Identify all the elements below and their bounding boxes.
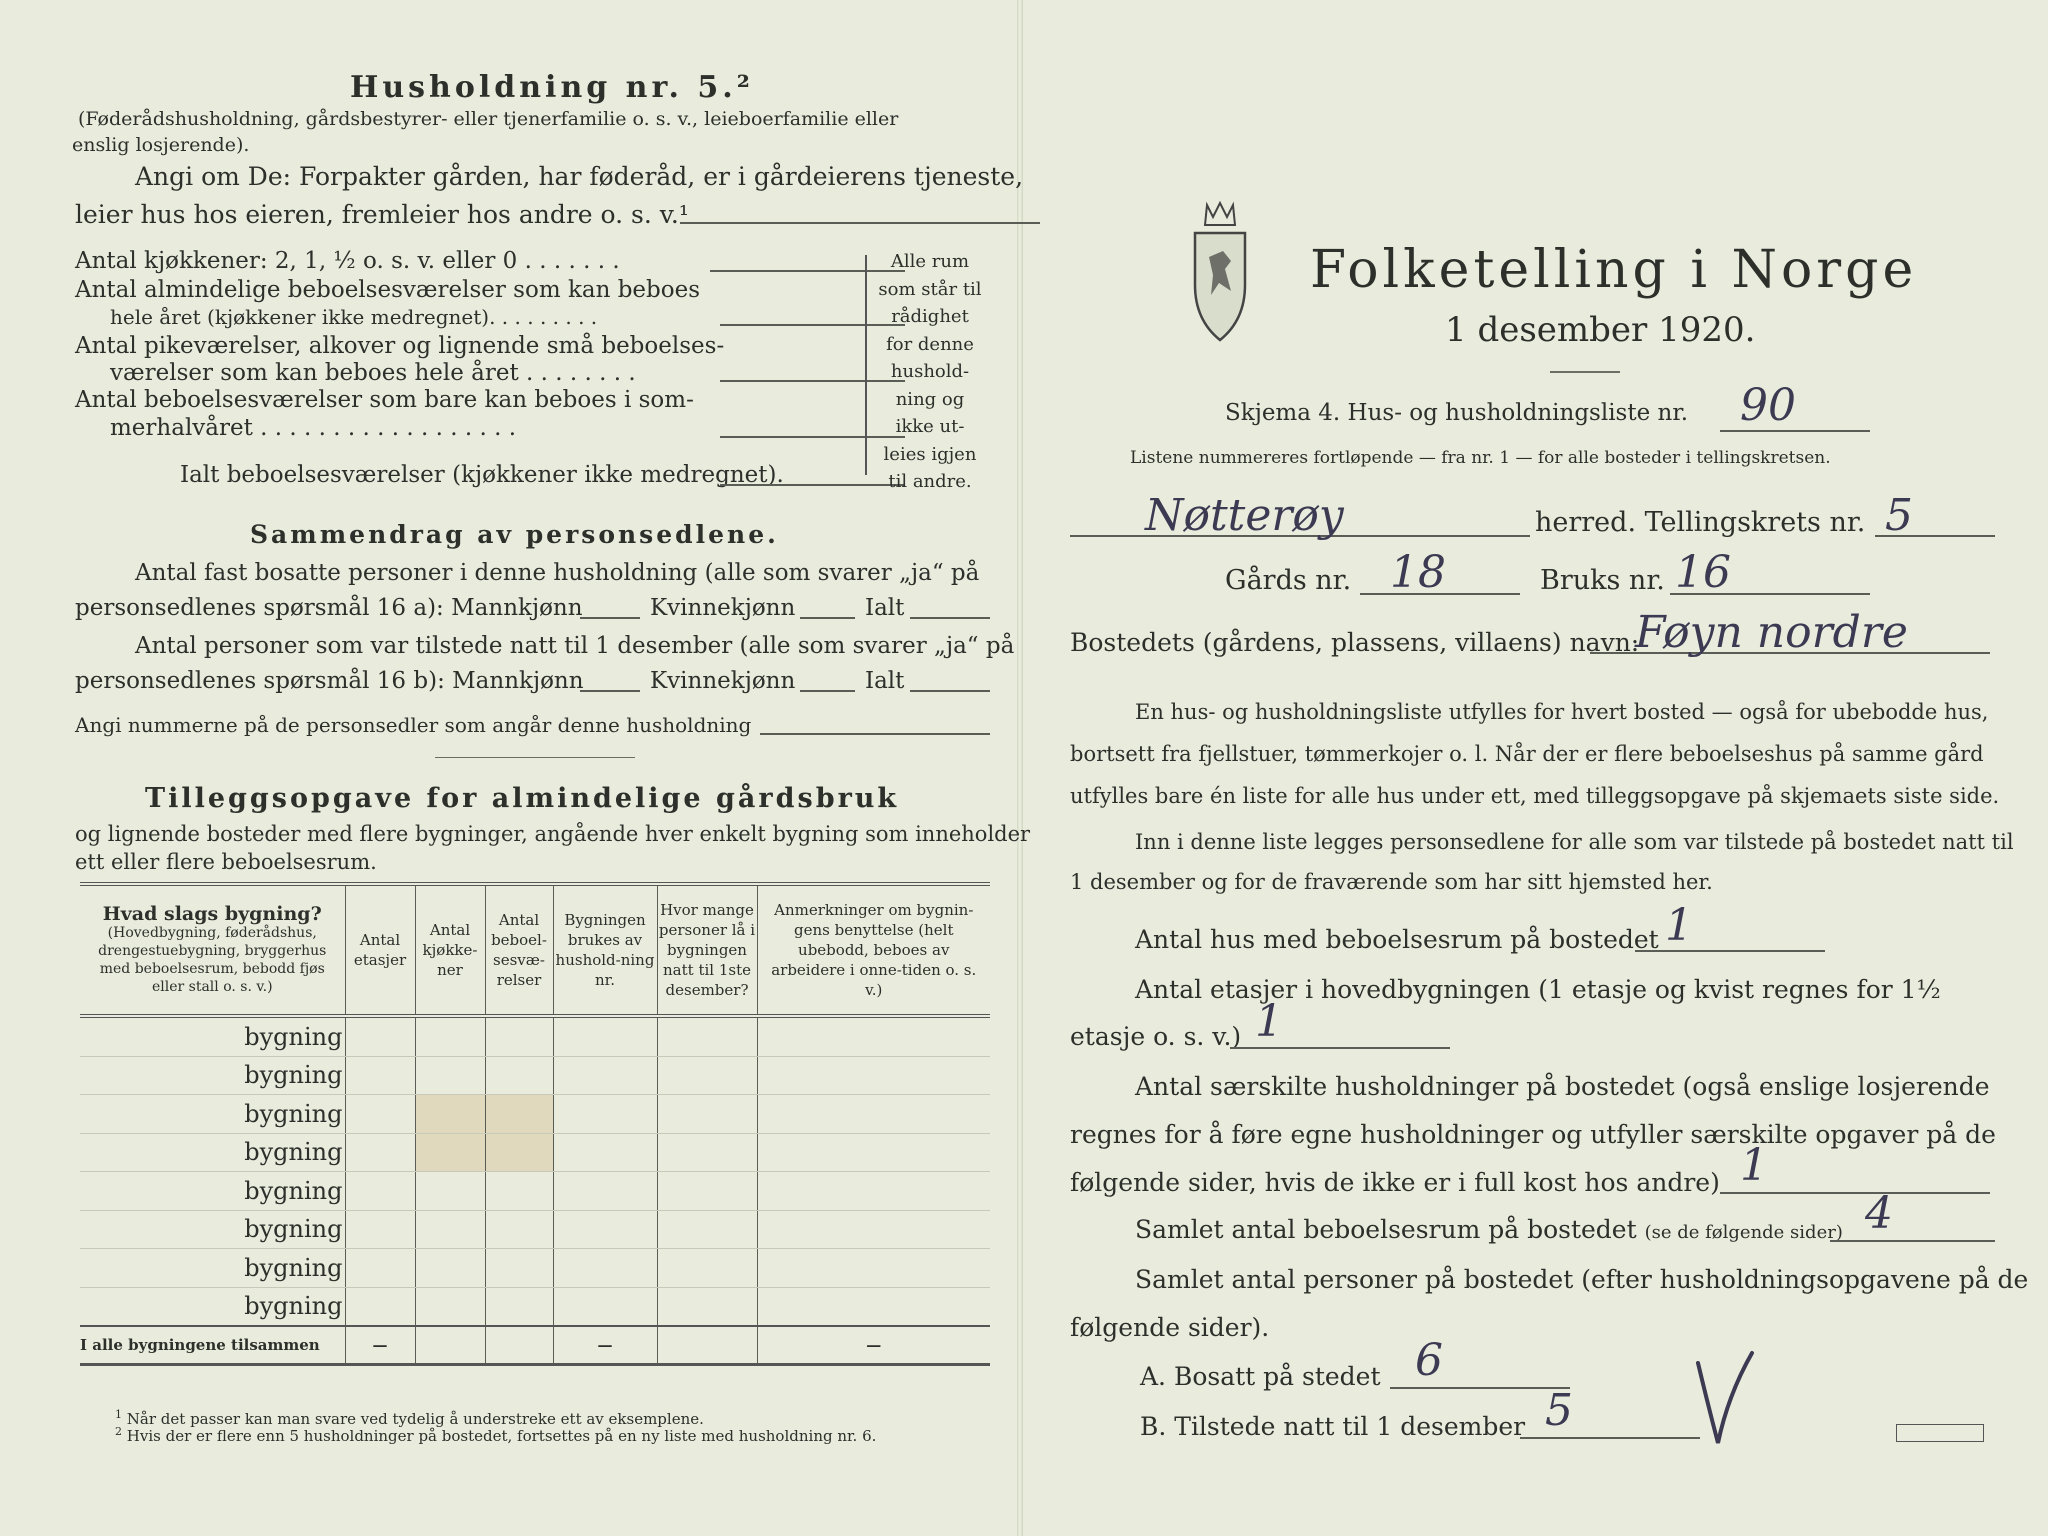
table-row: [80, 1249, 990, 1288]
households-label-1: Antal særskilte husholdninger på bostedet (også enslige losjerende: [1135, 1072, 1990, 1101]
rooms-ordinary-label: Antal almindelige beboelsesværelser som kan beboes: [75, 277, 701, 303]
cell-used-by[interactable]: [553, 1056, 657, 1095]
summary-resident-2: personsedlenes spørsmål 16 a): Mannkjønn: [75, 595, 583, 621]
side-note-line: ikke ut-: [895, 416, 965, 437]
bruks-value: 16: [1675, 547, 1731, 598]
total-remarks-dash: —: [757, 1326, 990, 1365]
cell-used-by[interactable]: [553, 1095, 657, 1134]
cell-rooms[interactable]: [485, 1056, 553, 1095]
form-date: 1 desember 1920.: [1445, 310, 1756, 350]
cell-persons[interactable]: [657, 1016, 757, 1056]
building-label: bygning: [80, 1249, 345, 1288]
cell-used-by[interactable]: [553, 1172, 657, 1211]
rooms-small-label-2: værelser som kan beboes hele året . . . . . . . .: [110, 360, 636, 386]
rooms-summer-label-2: merhalvåret . . . . . . . . . . . . . . . . . .: [110, 415, 517, 441]
cell-used-by[interactable]: [553, 1287, 657, 1326]
table-row: [80, 1095, 990, 1134]
instruction-1: En hus- og husholdningsliste utfylles for hvert bosted — også for ubebodde hus,: [1135, 700, 1989, 724]
cell-rooms[interactable]: [485, 1016, 553, 1056]
households-line[interactable]: [1720, 1192, 1990, 1194]
cell-remarks[interactable]: [757, 1095, 990, 1134]
rooms-total-value: 4: [1865, 1188, 1893, 1239]
question-tenure-2: leier hus hos eieren, fremleier hos andre o. s. v.¹: [75, 200, 689, 229]
table-header-row: [80, 884, 990, 1016]
form-title: Folketelling i Norge: [1310, 240, 1918, 300]
person-numbers-label: Angi nummerne på de personsedler som angår denne husholdning: [75, 713, 752, 737]
resident-label: A. Bosatt på stedet: [1140, 1362, 1381, 1391]
resident-value: 6: [1415, 1335, 1443, 1386]
table-total-row: [80, 1326, 990, 1365]
table-row: [80, 1210, 990, 1249]
cell-floors[interactable]: [345, 1249, 415, 1288]
header-building-type-title: Hvad slags bygning?: [102, 903, 322, 925]
rooms-summer-label: Antal beboelsesværelser som bare kan beboes i som-: [75, 387, 694, 413]
table-row: [80, 1056, 990, 1095]
present-value: 5: [1545, 1385, 1573, 1436]
title-divider: [1550, 371, 1620, 373]
resident-total-line[interactable]: [910, 617, 990, 619]
building-label: bygning: [80, 1016, 345, 1056]
header-building-type: [80, 884, 345, 1016]
side-note-line: hushold-: [890, 361, 970, 382]
footnote-2-text: Hvis der er flere enn 5 husholdninger på bostedet, fortsettes på en ny liste med husholdning nr. 6.: [126, 1427, 877, 1445]
cell-persons[interactable]: [657, 1249, 757, 1288]
summary-present-2: personsedlenes spørsmål 16 b): Mannkjønn: [75, 668, 584, 694]
header-building-type-sub: (Hovedbygning, føderådshus, drengestuebygning, bryggerhus med beboelsesrum, bebodd fjøs eller stall o. s. v.): [98, 925, 327, 995]
houses-label: Antal hus med beboelsesrum på bostedet: [1135, 925, 1659, 954]
gards-value: 18: [1390, 547, 1446, 598]
cell-kitchens[interactable]: [415, 1095, 485, 1134]
summary-resident-1: Antal fast bosatte personer i denne husholdning (alle som svarer „ja“ på: [135, 560, 980, 586]
cell-used-by[interactable]: [553, 1249, 657, 1288]
building-label: bygning: [80, 1056, 345, 1095]
tenure-answer-line[interactable]: [680, 222, 1040, 224]
side-note-line: til andre.: [888, 471, 972, 492]
footnote-2: $^2$ Hvis der er flere enn 5 husholdninger på bostedet, fortsettes på en ny liste med husholdning nr. 6.: [115, 1425, 877, 1445]
cell-rooms[interactable]: [485, 1210, 553, 1249]
table-row: [80, 1133, 990, 1172]
cell-remarks[interactable]: [757, 1016, 990, 1056]
herred-value: Nøtterøy: [1145, 490, 1344, 541]
side-note-line: Alle rum: [890, 251, 970, 272]
total-rooms-label: Ialt beboelsesværelser (kjøkkener ikke medregnet).: [180, 462, 784, 488]
header-persons: Hvor mange personer lå i bygningen natt til 1ste desember?: [657, 884, 757, 1016]
side-note: [870, 248, 990, 496]
summary-present-1: Antal personer som var tilstede natt til 1 desember (alle som svarer „ja“ på: [135, 633, 1015, 659]
rooms-total-label: [1135, 1215, 1843, 1244]
cell-kitchens[interactable]: [415, 1016, 485, 1056]
resident-female-label: Kvinnekjønn: [650, 595, 796, 621]
cell-rooms[interactable]: [485, 1133, 553, 1172]
floors-label-2: etasje o. s. v.): [1070, 1022, 1242, 1051]
rooms-total-text: Samlet antal beboelsesrum på bostedet: [1135, 1215, 1637, 1244]
cell-persons[interactable]: [657, 1056, 757, 1095]
schema-label: Skjema 4. Hus- og husholdningsliste nr.: [1225, 400, 1689, 426]
household-heading: Husholdning nr. 5.²: [350, 70, 754, 105]
cell-used-by[interactable]: [553, 1016, 657, 1056]
buildings-table: [80, 882, 990, 1366]
cell-floors[interactable]: [345, 1016, 415, 1056]
side-note-line: som står til: [878, 278, 982, 300]
header-kitchens: Antal kjøkke-ner: [415, 884, 485, 1016]
households-label-2: regnes for å føre egne husholdninger og utfyller særskilte opgaver på de: [1070, 1120, 1996, 1149]
present-total-label: Ialt: [865, 668, 905, 694]
norway-coat-of-arms-icon: [1185, 195, 1255, 345]
cell-rooms[interactable]: [485, 1172, 553, 1211]
persons-label-2: følgende sider).: [1070, 1313, 1270, 1342]
persons-label-1: Samlet antal personer på bostedet (efter husholdningsopgavene på de: [1135, 1265, 2029, 1294]
cell-kitchens[interactable]: [415, 1287, 485, 1326]
cell-persons[interactable]: [657, 1133, 757, 1172]
resident-female-line[interactable]: [800, 617, 855, 619]
cell-persons[interactable]: [657, 1172, 757, 1211]
cell-remarks[interactable]: [757, 1056, 990, 1095]
side-note-line: for denne: [886, 333, 974, 355]
total-used-by-dash: —: [553, 1326, 657, 1365]
cell-remarks[interactable]: [757, 1249, 990, 1288]
households-label-3: følgende sider, hvis de ikke er i full kost hos andre): [1070, 1168, 1720, 1197]
header-floors: Antal etasjer: [345, 884, 415, 1016]
total-row-label: I alle bygningene tilsammen: [80, 1326, 345, 1365]
footnote-1-text: Når det passer kan man svare ved tydelig å understreke ett av eksemplene.: [126, 1410, 704, 1428]
kitchens-label: Antal kjøkkener: 2, 1, ½ o. s. v. eller 0 . . . . . . .: [75, 248, 620, 274]
cell-kitchens[interactable]: [415, 1133, 485, 1172]
cell-rooms[interactable]: [485, 1287, 553, 1326]
building-label: bygning: [80, 1287, 345, 1326]
page-fold: [1017, 0, 1023, 1536]
households-value: 1: [1740, 1140, 1768, 1191]
cell-remarks[interactable]: [757, 1287, 990, 1326]
resident-line[interactable]: [1390, 1387, 1570, 1389]
resident-male-line[interactable]: [580, 617, 640, 619]
rooms-ordinary-label-2: hele året (kjøkkener ikke medregnet). . . . . . . . .: [110, 305, 598, 329]
person-numbers-line[interactable]: [760, 733, 990, 735]
bosted-label: Bostedets (gårdens, plassens, villaens) navn:: [1070, 628, 1640, 657]
floors-label-1: Antal etasjer i hovedbygningen (1 etasje og kvist regnes for 1½: [1135, 975, 1941, 1004]
total-floors-dash: —: [345, 1326, 415, 1365]
bruks-label: Bruks nr.: [1540, 565, 1665, 596]
table-row: [80, 1016, 990, 1056]
building-label: bygning: [80, 1210, 345, 1249]
left-page: [60, 0, 1031, 1536]
cell-remarks[interactable]: [757, 1210, 990, 1249]
intro-note: (Føderådshusholdning, gårdsbestyrer- eller tjenerfamilie o. s. v., leieboerfamilie eller: [78, 108, 899, 130]
printer-stamp: [1896, 1424, 1984, 1442]
question-tenure-1: Angi om De: Forpakter gården, har føderåd, er i gårdeierens tjeneste,: [135, 162, 1024, 191]
rooms-total-line[interactable]: [1830, 1240, 1995, 1242]
rooms-total-note: (se de følgende sider): [1644, 1222, 1843, 1243]
cell-floors[interactable]: [345, 1210, 415, 1249]
present-female-label: Kvinnekjønn: [650, 668, 796, 694]
supplement-text-2: ett eller flere beboelsesrum.: [75, 850, 377, 874]
total-kitchens[interactable]: [415, 1326, 485, 1365]
table-row: [80, 1287, 990, 1326]
building-label: bygning: [80, 1095, 345, 1134]
supplement-text-1: og lignende bosteder med flere bygninger, angående hver enkelt bygning som inneholder: [75, 822, 1031, 846]
cell-used-by[interactable]: [553, 1133, 657, 1172]
rooms-small-label: Antal pikeværelser, alkover og lignende små beboelses-: [75, 333, 725, 359]
supplement-heading: Tilleggsopgave for almindelige gårdsbruk: [145, 783, 900, 814]
present-total-line[interactable]: [910, 690, 990, 692]
footnote-1: $^1$ Når det passer kan man svare ved tydelig å understreke ett av eksemplene.: [115, 1408, 704, 1428]
cell-rooms[interactable]: [485, 1249, 553, 1288]
side-note-line: ning og: [895, 388, 965, 410]
cell-remarks[interactable]: [757, 1133, 990, 1172]
floors-line[interactable]: [1230, 1047, 1450, 1049]
header-used-by: Bygningen brukes av hushold-ning nr.: [553, 884, 657, 1016]
floors-value: 1: [1255, 996, 1283, 1047]
checkmark-icon: [1690, 1345, 1760, 1450]
intro-note-2: enslig losjerende).: [72, 134, 250, 156]
cell-floors[interactable]: [345, 1056, 415, 1095]
building-label: bygning: [80, 1172, 345, 1211]
houses-line[interactable]: [1635, 950, 1825, 952]
instruction-2: bortsett fra fjellstuer, tømmerkojer o. l. Når der er flere beboelseshus på samme gård: [1070, 742, 1984, 766]
present-male-line[interactable]: [580, 690, 640, 692]
header-remarks: Anmerkninger om bygnin-gens benyttelse (helt ubebodd, beboes av arbeidere i onne-tiden o. s. v.): [757, 884, 990, 1016]
cell-remarks[interactable]: [757, 1172, 990, 1211]
side-note-brace: [865, 255, 869, 475]
cell-persons[interactable]: [657, 1210, 757, 1249]
header-rooms: Antal beboel-sesvæ-relser: [485, 884, 553, 1016]
bosted-value: Føyn nordre: [1635, 607, 1908, 658]
cell-floors[interactable]: [345, 1133, 415, 1172]
houses-value: 1: [1665, 900, 1693, 951]
instruction-4: Inn i denne liste legges personsedlene for alle som var tilstede på bostedet natt til: [1135, 830, 2014, 854]
present-female-line[interactable]: [800, 690, 855, 692]
cell-floors[interactable]: [345, 1095, 415, 1134]
herred-label: herred. Tellingskrets nr.: [1535, 507, 1866, 538]
instruction-3: utfylles bare én liste for alle hus under ett, med tilleggsopgave på skjemaets siste side.: [1070, 784, 2000, 808]
summary-heading: Sammendrag av personsedlene.: [250, 520, 779, 549]
building-label: bygning: [80, 1133, 345, 1172]
resident-total-label: Ialt: [865, 595, 905, 621]
cell-used-by[interactable]: [553, 1210, 657, 1249]
cell-persons[interactable]: [657, 1287, 757, 1326]
side-note-line: rådighet: [891, 306, 969, 327]
cell-kitchens[interactable]: [415, 1249, 485, 1288]
right-page: [1060, 0, 2029, 1536]
cell-floors[interactable]: [345, 1172, 415, 1211]
side-note-line: leies igjen: [883, 443, 977, 465]
table-row: [80, 1172, 990, 1211]
schema-value: 90: [1740, 380, 1796, 431]
gards-label: Gårds nr.: [1225, 565, 1352, 596]
cell-floors[interactable]: [345, 1287, 415, 1326]
cell-kitchens[interactable]: [415, 1056, 485, 1095]
numbering-note: Listene nummereres fortløpende — fra nr. 1 — for alle bosteder i tellingskretsen.: [1130, 448, 1831, 468]
cell-persons[interactable]: [657, 1095, 757, 1134]
divider: [435, 757, 635, 758]
cell-kitchens[interactable]: [415, 1210, 485, 1249]
cell-kitchens[interactable]: [415, 1172, 485, 1211]
total-rooms[interactable]: [485, 1326, 553, 1365]
present-line[interactable]: [1520, 1437, 1700, 1439]
cell-rooms[interactable]: [485, 1095, 553, 1134]
instruction-5: 1 desember og for de fraværende som har sitt hjemsted her.: [1070, 870, 1713, 894]
total-persons[interactable]: [657, 1326, 757, 1365]
present-label: B. Tilstede natt til 1 desember: [1140, 1412, 1526, 1441]
krets-value: 5: [1885, 490, 1913, 541]
